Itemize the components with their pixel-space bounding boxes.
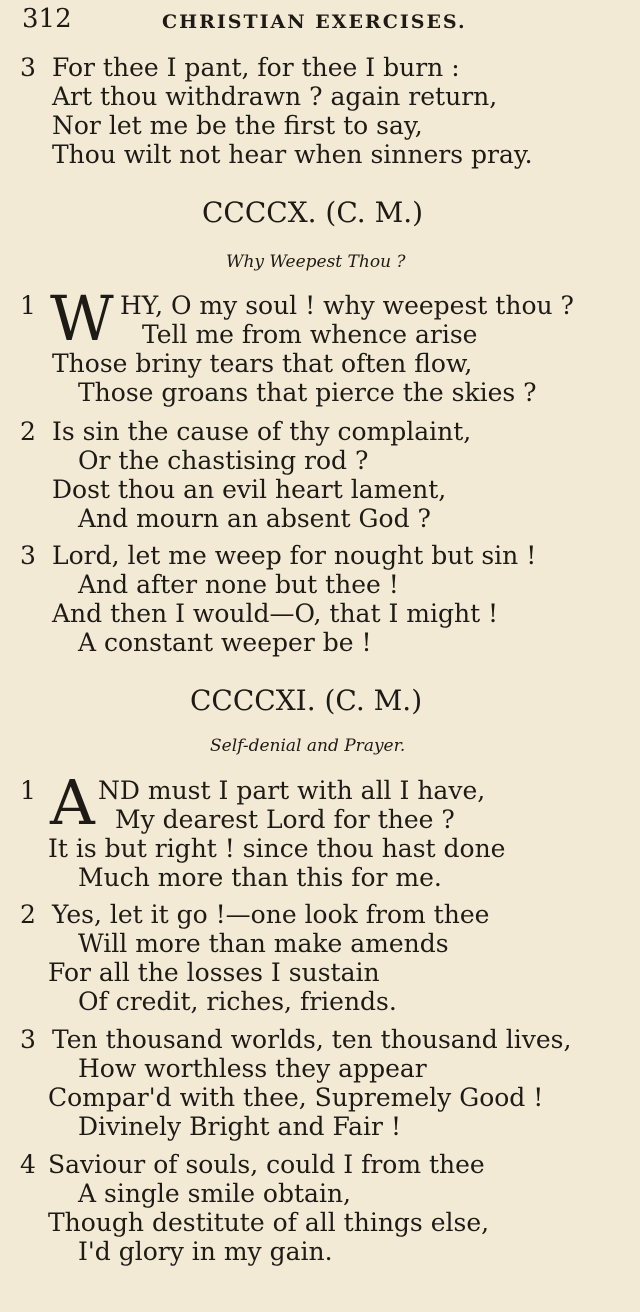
hymn-title: CCCCXI. (C. M.) (190, 684, 423, 717)
verse-line: Though destitute of all things else, (48, 1208, 490, 1237)
verse-line: Those briny tears that often flow, (52, 349, 473, 378)
verse-line: Those groans that pierce the skies ? (78, 378, 537, 407)
verse-line: And after none but thee ! (78, 570, 399, 599)
verse-line: Lord, let me weep for nought but sin ! (52, 541, 537, 570)
verse-line: Thou wilt not hear when sinners pray. (52, 140, 533, 169)
hymn-subtitle: Self-denial and Prayer. (210, 736, 406, 756)
verse-number: 1 (20, 776, 36, 805)
page-number: 312 (22, 4, 72, 34)
verse-number: 2 (20, 900, 36, 929)
verse-line: Compar'd with thee, Supremely Good ! (48, 1083, 544, 1112)
verse-line: HY, O my soul ! why weepest thou ? (120, 291, 574, 320)
drop-cap: A (50, 766, 95, 839)
verse-line: Of credit, riches, friends. (78, 987, 397, 1016)
verse-line: Tell me from whence arise (142, 320, 478, 349)
verse-line: For thee I pant, for thee I burn : (52, 53, 460, 82)
verse-line: Or the chastising rod ? (78, 446, 369, 475)
verse-number: 3 (20, 541, 36, 570)
verse-number: 4 (20, 1150, 36, 1179)
hymn-subtitle: Why Weepest Thou ? (226, 252, 406, 272)
verse-line: And mourn an absent God ? (78, 504, 431, 533)
verse-line: How worthless they appear (78, 1054, 427, 1083)
hymn-title: CCCCX. (C. M.) (202, 196, 424, 229)
verse-line: Is sin the cause of thy complaint, (52, 417, 472, 446)
verse-line: Yes, let it go !—one look from thee (52, 900, 490, 929)
verse-line: Ten thousand worlds, ten thousand lives, (52, 1025, 572, 1054)
verse-line: My dearest Lord for thee ? (115, 805, 455, 834)
verse-line: Will more than make amends (78, 929, 449, 958)
verse-line: It is but right ! since thou hast done (48, 834, 506, 863)
verse-line: Much more than this for me. (78, 863, 442, 892)
running-header (22, 4, 632, 44)
verse-line: I'd glory in my gain. (78, 1237, 333, 1266)
verse-number: 1 (20, 291, 36, 320)
verse-line: Saviour of souls, could I from thee (48, 1150, 485, 1179)
drop-cap: W (50, 282, 114, 355)
running-title: CHRISTIAN EXERCISES. (162, 11, 467, 33)
verse-line: Art thou withdrawn ? again return, (52, 82, 498, 111)
verse-number: 2 (20, 417, 36, 446)
verse-line: ND must I part with all I have, (98, 776, 486, 805)
verse-number: 3 (20, 1025, 36, 1054)
verse-line: A constant weeper be ! (78, 628, 372, 657)
verse-number: 3 (20, 53, 36, 82)
verse-line: And then I would—O, that I might ! (52, 599, 499, 628)
verse-line: For all the losses I sustain (48, 958, 380, 987)
verse-line: Nor let me be the first to say, (52, 111, 423, 140)
verse-line: A single smile obtain, (78, 1179, 351, 1208)
verse-line: Divinely Bright and Fair ! (78, 1112, 401, 1141)
verse-line: Dost thou an evil heart lament, (52, 475, 447, 504)
